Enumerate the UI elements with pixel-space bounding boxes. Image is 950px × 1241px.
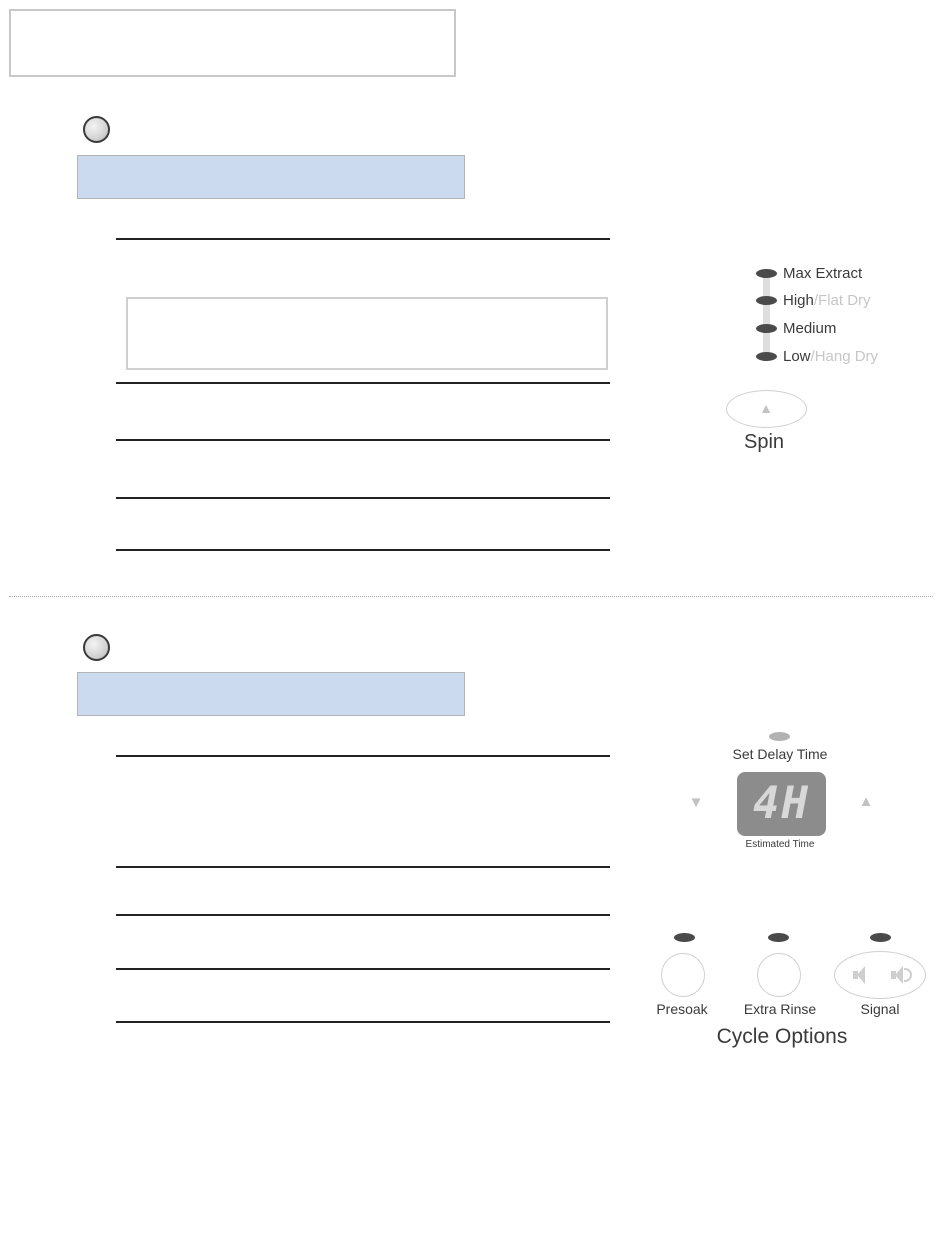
speaker-low-icon [853,964,875,986]
section-heading-band [77,672,465,716]
extra-rinse-label: Extra Rinse [743,1001,817,1017]
row-divider [116,755,610,757]
delay-up-button[interactable]: ▲ [858,793,874,810]
row-divider [116,439,610,441]
spin-level-max-extract[interactable] [700,265,940,287]
spin-level-label: High [783,292,814,309]
row-divider [116,497,610,499]
row-divider [116,914,610,916]
speaker-high-icon [891,964,917,986]
spin-level-sublabel: /Hang Dry [810,348,879,365]
presoak-label: Presoak [656,1001,708,1017]
led-indicator [756,324,777,333]
section-heading-band [77,155,465,199]
arrow-up-icon: ▲ [759,400,773,416]
spin-panel [700,255,940,465]
row-divider [116,866,610,868]
delay-down-button[interactable]: ▼ [688,794,704,811]
estimated-time-caption: Estimated Time [745,839,815,850]
row-divider [116,382,610,384]
step-marker-icon [83,634,110,661]
signal-button[interactable] [834,951,926,999]
led-indicator [870,933,891,942]
row-divider [116,238,610,240]
delay-time-display: 4H [737,772,826,836]
spin-level-low[interactable] [700,348,940,370]
row-divider [116,968,610,970]
led-indicator [756,296,777,305]
header-title-box [9,9,456,77]
delay-panel [670,728,890,858]
spin-button-label: Spin [744,431,785,453]
extra-rinse-button[interactable] [757,953,801,997]
led-indicator [674,933,695,942]
section-divider [9,596,933,597]
signal-label: Signal [860,1001,900,1017]
delay-title: Set Delay Time [732,746,828,762]
row-divider [116,549,610,551]
spin-level-label: Medium [783,320,837,337]
spin-button[interactable] [726,390,807,428]
presoak-button[interactable] [661,953,705,997]
cycle-options-panel [640,925,940,1055]
delay-led-indicator [769,732,790,741]
led-indicator [756,269,777,278]
cycle-options-title: Cycle Options [716,1025,848,1048]
spin-level-label: Low [783,348,811,365]
led-indicator [756,352,777,361]
spin-level-sublabel: /Flat Dry [813,292,871,309]
spin-level-high[interactable] [700,292,940,314]
spin-level-medium[interactable] [700,320,940,342]
note-box [126,297,608,370]
row-divider [116,1021,610,1023]
led-indicator [768,933,789,942]
step-marker-icon [83,116,110,143]
spin-level-label: Max Extract [783,265,863,282]
